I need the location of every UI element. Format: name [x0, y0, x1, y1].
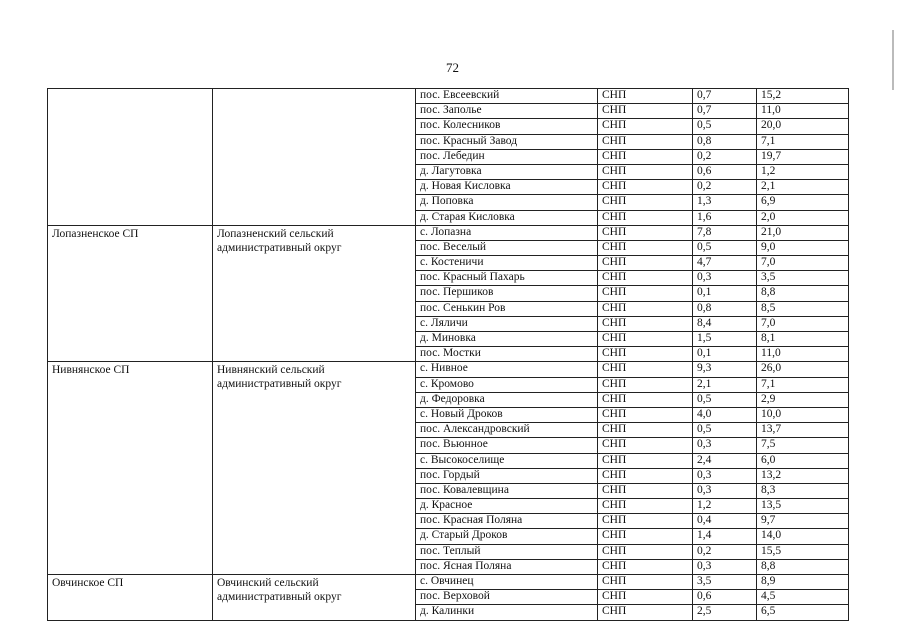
value-b-cell: 2,9	[757, 392, 849, 407]
value-b-cell: 15,2	[757, 89, 849, 104]
type-cell: СНП	[598, 301, 693, 316]
value-a-cell: 0,2	[693, 180, 757, 195]
type-cell: СНП	[598, 134, 693, 149]
value-b-cell: 7,5	[757, 438, 849, 453]
value-a-cell: 0,3	[693, 271, 757, 286]
value-a-cell: 0,5	[693, 240, 757, 255]
type-cell: СНП	[598, 89, 693, 104]
type-cell: СНП	[598, 286, 693, 301]
value-b-cell: 11,0	[757, 347, 849, 362]
value-a-cell: 1,2	[693, 499, 757, 514]
value-b-cell: 7,0	[757, 256, 849, 271]
settlement-cell: с. Лопазна	[416, 225, 598, 240]
type-cell: СНП	[598, 362, 693, 377]
value-b-cell: 20,0	[757, 119, 849, 134]
settlement-cell: д. Новая Кисловка	[416, 180, 598, 195]
value-a-cell: 0,7	[693, 104, 757, 119]
type-cell: СНП	[598, 453, 693, 468]
settlement-cell: пос. Ковалевщина	[416, 483, 598, 498]
value-b-cell: 14,0	[757, 529, 849, 544]
settlement-cell: пос. Теплый	[416, 544, 598, 559]
table-row	[48, 89, 849, 104]
settlement-cell: с. Ляличи	[416, 316, 598, 331]
value-b-cell: 8,1	[757, 332, 849, 347]
type-cell: СНП	[598, 575, 693, 590]
table-row	[48, 225, 849, 240]
value-b-cell: 11,0	[757, 104, 849, 119]
value-b-cell: 10,0	[757, 407, 849, 422]
type-cell: СНП	[598, 590, 693, 605]
value-b-cell: 15,5	[757, 544, 849, 559]
type-cell: СНП	[598, 104, 693, 119]
value-b-cell: 21,0	[757, 225, 849, 240]
settlement-cell: пос. Верховой	[416, 590, 598, 605]
value-a-cell: 0,5	[693, 119, 757, 134]
settlement-cell: д. Калинки	[416, 605, 598, 620]
value-a-cell: 0,3	[693, 483, 757, 498]
table-body	[48, 89, 849, 621]
sp-name-cell: Овчинское СП	[48, 575, 213, 621]
settlement-cell: с. Высокоселище	[416, 453, 598, 468]
value-b-cell: 9,7	[757, 514, 849, 529]
value-a-cell: 4,0	[693, 407, 757, 422]
value-a-cell: 2,4	[693, 453, 757, 468]
type-cell: СНП	[598, 605, 693, 620]
settlement-cell: пос. Красный Пахарь	[416, 271, 598, 286]
settlement-cell: с. Нивное	[416, 362, 598, 377]
settlement-cell: д. Лагутовка	[416, 164, 598, 179]
value-a-cell: 4,7	[693, 256, 757, 271]
type-cell: СНП	[598, 529, 693, 544]
value-b-cell: 7,1	[757, 134, 849, 149]
value-b-cell: 8,5	[757, 301, 849, 316]
settlement-cell: пос. Ясная Поляна	[416, 559, 598, 574]
settlement-cell: пос. Лебедин	[416, 149, 598, 164]
type-cell: СНП	[598, 423, 693, 438]
settlements-table	[47, 88, 849, 621]
value-a-cell: 0,2	[693, 544, 757, 559]
value-a-cell: 0,2	[693, 149, 757, 164]
type-cell: СНП	[598, 271, 693, 286]
value-b-cell: 8,3	[757, 483, 849, 498]
type-cell: СНП	[598, 225, 693, 240]
type-cell: СНП	[598, 514, 693, 529]
value-b-cell: 6,5	[757, 605, 849, 620]
value-a-cell: 7,8	[693, 225, 757, 240]
okrug-name-cell: Лопазненский сельский административный округ	[213, 225, 416, 362]
settlement-cell: д. Красное	[416, 499, 598, 514]
value-a-cell: 0,5	[693, 392, 757, 407]
okrug-name-cell: Овчинский сельский административный округ	[213, 575, 416, 621]
type-cell: СНП	[598, 483, 693, 498]
value-a-cell: 0,6	[693, 590, 757, 605]
value-a-cell: 0,1	[693, 347, 757, 362]
settlement-cell: пос. Колесников	[416, 119, 598, 134]
settlement-cell: д. Старый Дроков	[416, 529, 598, 544]
value-a-cell: 1,6	[693, 210, 757, 225]
sp-name-cell: Лопазненское СП	[48, 225, 213, 362]
settlement-cell: пос. Евсеевский	[416, 89, 598, 104]
settlement-cell: пос. Гордый	[416, 468, 598, 483]
settlement-cell: д. Миновка	[416, 332, 598, 347]
settlement-cell: д. Федоровка	[416, 392, 598, 407]
value-b-cell: 4,5	[757, 590, 849, 605]
value-a-cell: 0,7	[693, 89, 757, 104]
settlement-cell: с. Кромово	[416, 377, 598, 392]
scan-edge-mark	[892, 30, 894, 90]
value-a-cell: 9,3	[693, 362, 757, 377]
value-b-cell: 2,0	[757, 210, 849, 225]
type-cell: СНП	[598, 180, 693, 195]
value-b-cell: 9,0	[757, 240, 849, 255]
type-cell: СНП	[598, 256, 693, 271]
value-a-cell: 0,5	[693, 423, 757, 438]
value-a-cell: 3,5	[693, 575, 757, 590]
value-a-cell: 0,8	[693, 301, 757, 316]
value-a-cell: 0,8	[693, 134, 757, 149]
value-b-cell: 6,0	[757, 453, 849, 468]
settlement-cell: пос. Мостки	[416, 347, 598, 362]
value-a-cell: 1,4	[693, 529, 757, 544]
type-cell: СНП	[598, 149, 693, 164]
value-b-cell: 8,9	[757, 575, 849, 590]
value-b-cell: 8,8	[757, 559, 849, 574]
value-a-cell: 0,6	[693, 164, 757, 179]
settlement-cell: с. Овчинец	[416, 575, 598, 590]
sp-name-cell	[48, 89, 213, 226]
value-b-cell: 2,1	[757, 180, 849, 195]
type-cell: СНП	[598, 392, 693, 407]
value-a-cell: 0,3	[693, 559, 757, 574]
type-cell: СНП	[598, 499, 693, 514]
table-row	[48, 575, 849, 590]
settlement-cell: пос. Заполье	[416, 104, 598, 119]
value-b-cell: 26,0	[757, 362, 849, 377]
value-b-cell: 7,1	[757, 377, 849, 392]
value-b-cell: 13,2	[757, 468, 849, 483]
value-a-cell: 1,3	[693, 195, 757, 210]
type-cell: СНП	[598, 347, 693, 362]
settlement-cell: с. Новый Дроков	[416, 407, 598, 422]
settlement-cell: пос. Вьюнное	[416, 438, 598, 453]
value-a-cell: 0,1	[693, 286, 757, 301]
value-a-cell: 0,3	[693, 438, 757, 453]
type-cell: СНП	[598, 195, 693, 210]
value-b-cell: 7,0	[757, 316, 849, 331]
settlement-cell: пос. Сенькин Ров	[416, 301, 598, 316]
value-a-cell: 8,4	[693, 316, 757, 331]
value-b-cell: 13,7	[757, 423, 849, 438]
type-cell: СНП	[598, 468, 693, 483]
table-row	[48, 362, 849, 377]
type-cell: СНП	[598, 438, 693, 453]
type-cell: СНП	[598, 119, 693, 134]
value-b-cell: 1,2	[757, 164, 849, 179]
type-cell: СНП	[598, 559, 693, 574]
settlement-cell: пос. Красная Поляна	[416, 514, 598, 529]
settlement-cell: пос. Александровский	[416, 423, 598, 438]
type-cell: СНП	[598, 210, 693, 225]
value-b-cell: 6,9	[757, 195, 849, 210]
value-a-cell: 1,5	[693, 332, 757, 347]
value-a-cell: 0,3	[693, 468, 757, 483]
settlement-cell: д. Поповка	[416, 195, 598, 210]
type-cell: СНП	[598, 544, 693, 559]
okrug-name-cell	[213, 89, 416, 226]
value-b-cell: 19,7	[757, 149, 849, 164]
value-a-cell: 2,1	[693, 377, 757, 392]
type-cell: СНП	[598, 377, 693, 392]
value-b-cell: 8,8	[757, 286, 849, 301]
type-cell: СНП	[598, 164, 693, 179]
page-number: 72	[446, 60, 459, 75]
value-a-cell: 2,5	[693, 605, 757, 620]
value-b-cell: 3,5	[757, 271, 849, 286]
value-a-cell: 0,4	[693, 514, 757, 529]
type-cell: СНП	[598, 316, 693, 331]
settlement-cell: пос. Першиков	[416, 286, 598, 301]
okrug-name-cell: Нивнянский сельский административный округ	[213, 362, 416, 575]
type-cell: СНП	[598, 240, 693, 255]
type-cell: СНП	[598, 407, 693, 422]
sp-name-cell: Нивнянское СП	[48, 362, 213, 575]
settlement-cell: пос. Красный Завод	[416, 134, 598, 149]
settlement-cell: д. Старая Кисловка	[416, 210, 598, 225]
settlement-cell: пос. Веселый	[416, 240, 598, 255]
value-b-cell: 13,5	[757, 499, 849, 514]
settlement-cell: с. Костеничи	[416, 256, 598, 271]
type-cell: СНП	[598, 332, 693, 347]
